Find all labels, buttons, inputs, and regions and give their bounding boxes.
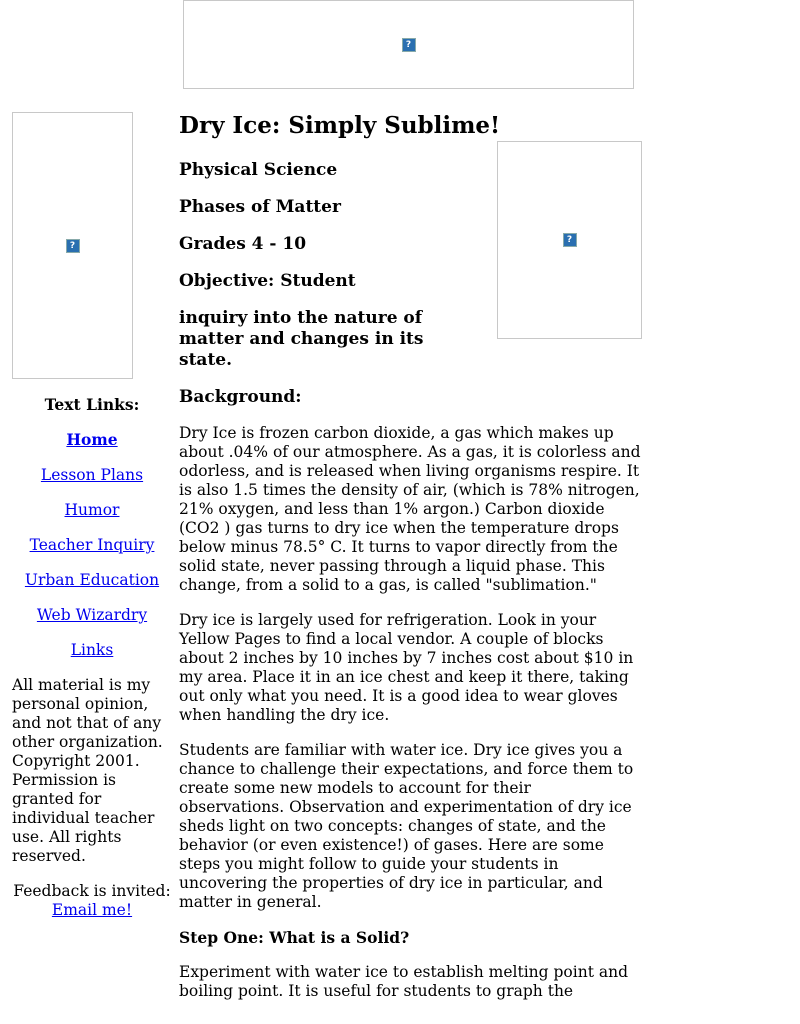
link-humor[interactable]: Humor — [64, 501, 120, 519]
disclaimer: All material is my personal opinion, and not that of any other organization. Copyright 2001. Permission is granted for individual teacher use. All rights reserved. — [12, 676, 163, 865]
feedback-text: Feedback is invited: — [13, 882, 171, 900]
broken-image-icon: ? — [66, 239, 80, 253]
topic: Phases of Matter — [179, 197, 341, 217]
link-lesson-plans[interactable]: Lesson Plans — [40, 466, 144, 484]
paragraph: Dry ice is largely used for refrigeration. Look in your Yellow Pages to find a local vendor. A couple of blocks about 2 inches by 10 inches by 7 inches cost about $10 in my area. Place it in an ice chest and keep it there, taking out only what you need. It is a good idea to wear gloves when handling the dry ice. — [179, 611, 634, 724]
main-content — [179, 112, 641, 1001]
top-banner-image — [183, 0, 634, 89]
sidebar — [12, 392, 172, 920]
subject: Physical Science — [179, 160, 338, 180]
link-teacher-inquiry[interactable]: Teacher Inquiry — [29, 536, 155, 554]
email-link[interactable]: Email me! — [51, 901, 133, 919]
sidebar-heading: Text Links: — [44, 395, 140, 414]
objective-text: inquiry into the nature of matter and changes in its state. — [179, 308, 424, 370]
step-one-text: Experiment with water ice to establish melting point and boiling point. It is useful for students to graph the — [179, 963, 629, 1000]
link-web-wizardry[interactable]: Web Wizardry — [36, 606, 148, 624]
page-title: Dry Ice: Simply Sublime! — [179, 112, 501, 139]
paragraph: Students are familiar with water ice. Dry ice gives you a chance to challenge their expectations, and force them to create some new models to account for their observations. Observation and experimentation of dry ice sheds light on two concepts: changes of state, and the behavior (or even existence!) of gases. Here are some steps you might follow to guide your students in uncovering the properties of dry ice in particular, and matter in general. — [179, 741, 634, 911]
left-image — [12, 112, 133, 379]
step-one-heading: Step One: What is a Solid? — [179, 928, 410, 947]
grades: Grades 4 - 10 — [179, 234, 307, 254]
broken-image-icon: ? — [563, 233, 577, 247]
broken-image-icon: ? — [402, 38, 416, 52]
paragraph: Dry Ice is frozen carbon dioxide, a gas which makes up about .04% of our atmosphere. As a gas, it is colorless and odorless, and is released when living organisms respire. It is also 1.5 times the density of air, (which is 78% nitrogen, 21% oxygen, and less than 1% argon.) Carbon dioxide (CO2 ) gas turns to dry ice when the temperature drops below minus 78.5° C. It turns to vapor directly from the solid state, never passing through a liquid phase. This change, from a solid to a gas, is called "sublimation." — [179, 424, 641, 594]
link-home[interactable]: Home — [66, 430, 118, 449]
link-links[interactable]: Links — [70, 641, 114, 659]
objective-heading: Objective: Student — [179, 271, 356, 291]
background-heading: Background: — [179, 387, 302, 407]
feedback — [12, 882, 172, 920]
link-urban-education[interactable]: Urban Education — [24, 571, 160, 589]
